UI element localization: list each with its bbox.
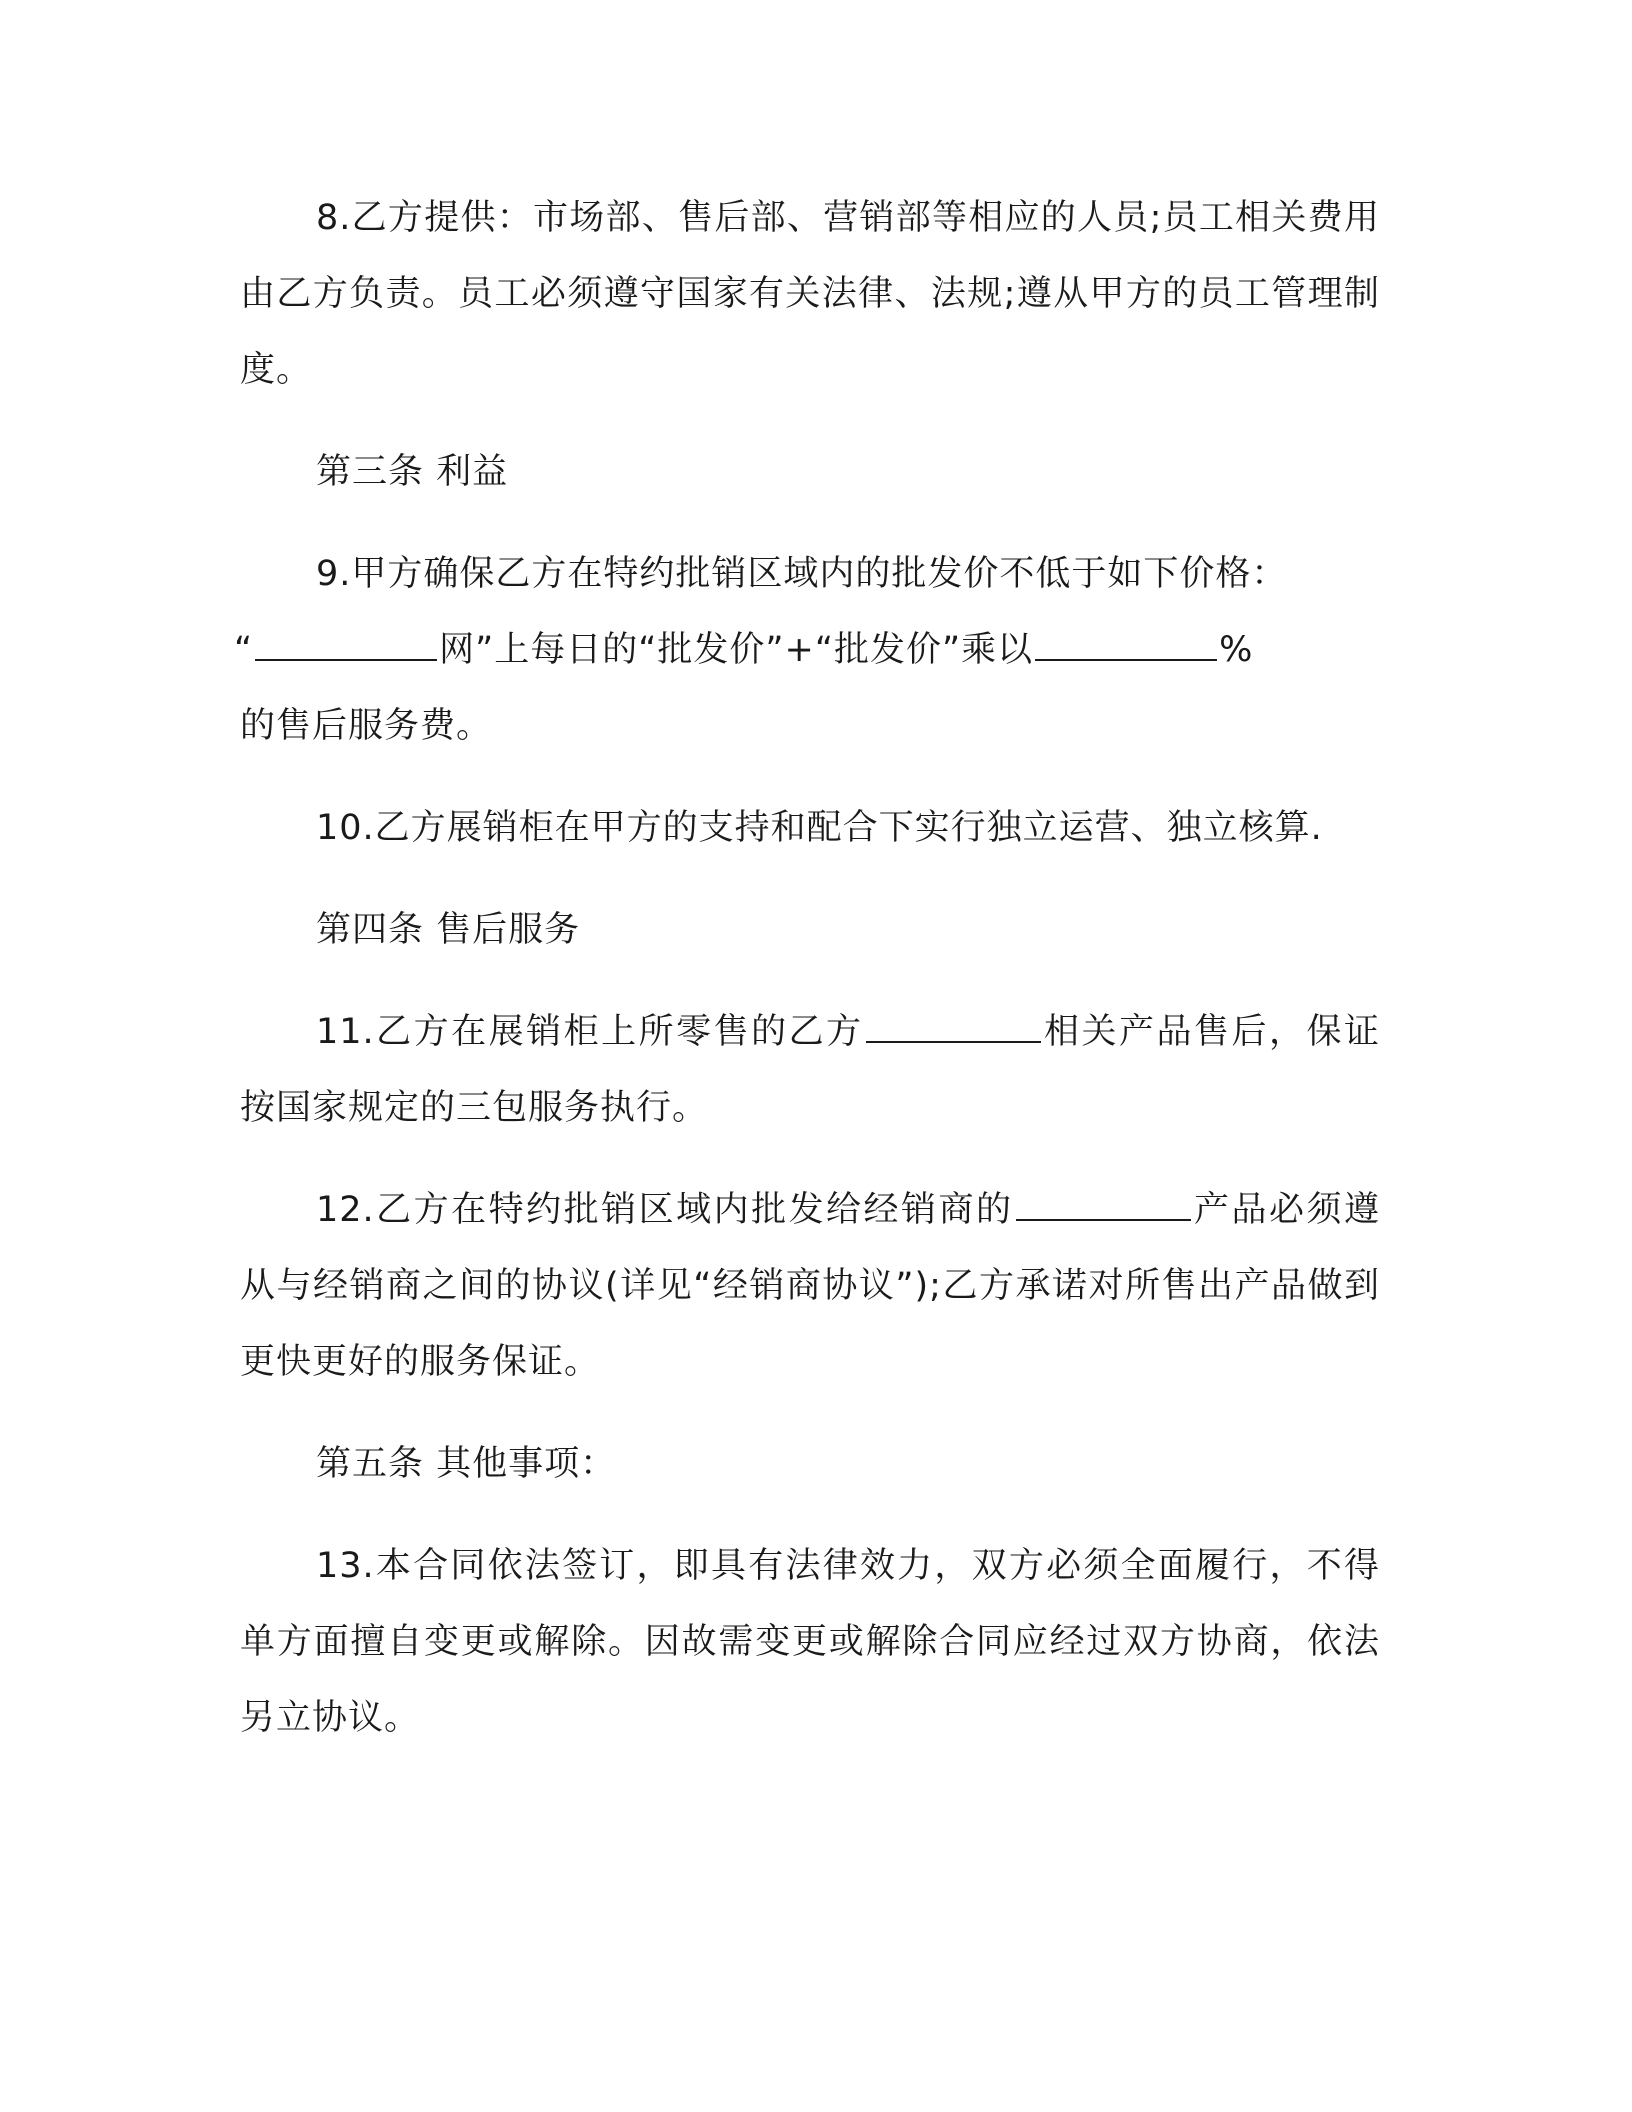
clause-9-line-3 bbox=[240, 688, 1380, 764]
clause-9 bbox=[234, 536, 1380, 764]
clause-11-before: 11.乙方在展销柜上所零售的乙方 bbox=[316, 1012, 864, 1052]
article-3-heading bbox=[240, 434, 1380, 510]
blank-percentage[interactable] bbox=[1035, 629, 1217, 661]
clause-9-intro: 9.甲方确保乙方在特约批销区域内的批发价不低于如下价格： bbox=[316, 554, 1288, 594]
clause-12 bbox=[240, 1172, 1380, 1400]
blank-product-brand[interactable] bbox=[866, 1011, 1041, 1043]
clause-11-after: 相关产品售后，保证按国家规定的三包服务执行。 bbox=[240, 1012, 1380, 1128]
article-3-title: 第三条 利益 bbox=[316, 452, 509, 492]
clause-12-after: 产品必须遵从与经销商之间的协议(详见“经销商协议”);乙方承诺对所售出产品做到更快更好的服务保证。 bbox=[240, 1190, 1380, 1382]
blank-website-name[interactable] bbox=[255, 629, 437, 661]
clause-8-text: 8.乙方提供：市场部、售后部、营销部等相应的人员;员工相关费用由乙方负责。员工必须遵守国家有关法律、法规;遵从甲方的员工管理制度。 bbox=[240, 198, 1380, 390]
clause-8 bbox=[240, 180, 1380, 408]
clause-11 bbox=[240, 994, 1380, 1146]
article-5-title: 第五条 其他事项： bbox=[316, 1444, 617, 1484]
clause-9-tail: 的售后服务费。 bbox=[240, 706, 493, 746]
document-body bbox=[234, 180, 1380, 1782]
clause-9-price-formula: 网”上每日的“批发价”+“批发价”乘以 bbox=[439, 630, 1034, 670]
clause-9-line-1 bbox=[240, 536, 1380, 612]
clause-13 bbox=[240, 1528, 1380, 1756]
blank-dealer-product[interactable] bbox=[1016, 1189, 1191, 1221]
clause-13-text: 13.本合同依法签订，即具有法律效力，双方必须全面履行，不得单方面擅自变更或解除。因故需变更或解除合同应经过双方协商，依法另立协议。 bbox=[240, 1546, 1380, 1738]
article-5-heading bbox=[240, 1426, 1380, 1502]
clause-10-text: 10.乙方展销柜在甲方的支持和配合下实行独立运营、独立核算. bbox=[316, 808, 1323, 848]
clause-9-open-quote: “ bbox=[234, 630, 254, 670]
clause-9-percent-sign: % bbox=[1219, 630, 1254, 670]
clause-10 bbox=[240, 790, 1380, 866]
article-4-title: 第四条 售后服务 bbox=[316, 910, 581, 950]
article-4-heading bbox=[240, 892, 1380, 968]
clause-9-line-2 bbox=[234, 612, 1380, 688]
clause-12-before: 12.乙方在特约批销区域内批发给经销商的 bbox=[316, 1190, 1014, 1230]
